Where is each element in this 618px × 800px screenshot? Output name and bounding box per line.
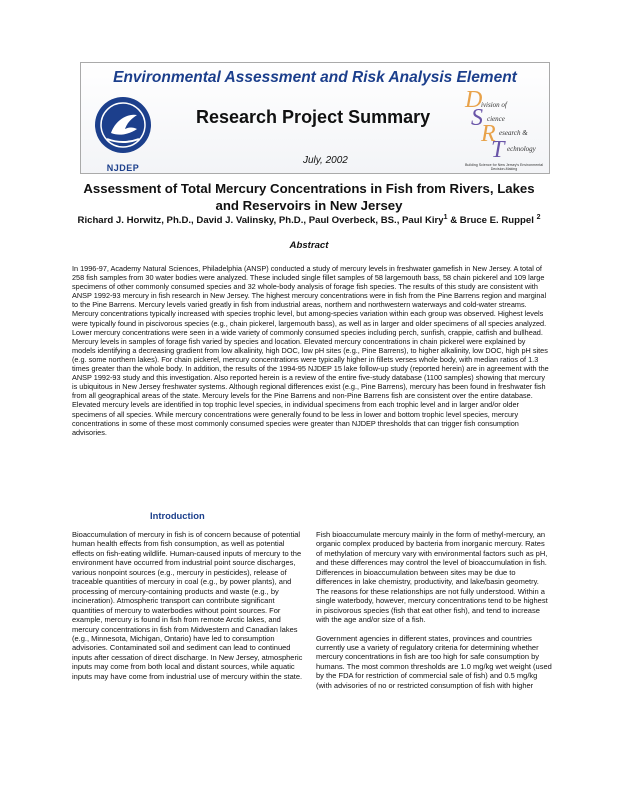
dsrt-letter-s: S [471,105,483,131]
intro-paragraph: Bioaccumulation of mercury in fish is of concern because of potential human health effects from fish consumption, as well as potential effects on fish-eating wildlife. Human-caused inputs of mercury to the environment have occurred from industrial point source discharges, various nonpoint sources (e.g., mercury in pesticides), release of traceable quantities of mercury in coal (e.g., by power plants), and processing of mercury-containing products and waste (e.g., by incineration). Atmospheric transport can contribute significant quantities of mercury to waterbodies without point sources. For example, mercury is found in fish from remote Arctic lakes, and mercury concentrations in fish from Midwestern and Canadian lakes (e.g., Minnesota, Michigan, Ontario) have led to consumption advisories. Contaminated soil and sediment can lead to continued inputs after cessation of direct discharge. In New Jersey, atmospheric inputs may come from both local and distant sources, while aquatic inputs may have come from industrial use of mercury within the state. [72,530,303,681]
header-banner [80,62,550,174]
authors-line [48,214,570,226]
dsrt-word-r: esearch & [499,129,528,137]
dsrt-letter-d: D [465,87,483,113]
author-footnote-1: 1 [443,214,448,221]
document-title-line-2: and Reservoirs in New Jersey [215,198,403,213]
author-footnote-2: 2 [536,214,541,221]
authors-connector: & Bruce E. Ruppel [447,215,537,227]
abstract-heading: Abstract [289,240,329,251]
publication-date: July, 2002 [303,155,348,166]
njdep-seal-icon [93,91,153,167]
dsrt-word-s: cience [487,115,505,123]
intro-paragraph: Fish bioaccumulate mercury mainly in the form of methyl-mercury, an organic complex produced by bacteria from inorganic mercury. Rates of methylation of mercury vary with environmental factors such as pH, and these differences may control the level of bioaccumulation in fish. Differences in bioaccumulation between sites may be due to differences in lake chemistry, productivity, and lake/basin geometry. The reasons for these relationships are not fully understood. Within a single waterbody, however, mercury concentrations tend to be highest in piscivorous species (fish that eat other fish), and tend to increase with the age and/or size of a fish. [316,530,548,625]
dsrt-letter-r: R [481,121,496,147]
dsrt-word-d: ivision of [481,101,507,109]
authors-main: Richard J. Horwitz, Ph.D., David J. Valinsky, Ph.D., Paul Overbeck, BS., Paul Kiry [77,215,444,227]
intro-column-left [72,530,308,690]
dsrt-logo [461,85,547,171]
intro-paragraph: Government agencies in different states, provinces and countries currently use a variety of regulatory criteria for determining whether mercury concentrations in fish are too high for safe consumption by humans. The most common thresholds are 1.0 mg/kg wet weight (used by the FDA for restriction of commercial sale of fish) and 0.5 mg/kg (with advisories of no or restricted consumption of fish with higher [316,633,552,690]
banner-title: Environmental Assessment and Risk Analysis Element [113,69,517,86]
document-title-line-1: Assessment of Total Mercury Concentrations in Fish from Rivers, Lakes [83,181,535,196]
njdep-label: NJDEP [106,163,140,173]
dsrt-caption: Building Science for New Jersey's Environmental Decision-Making [465,163,543,171]
introduction-heading: Introduction [150,510,205,521]
dsrt-logo-icon [461,85,547,161]
page-title: Research Project Summary [196,107,431,127]
abstract-text: In 1996-97, Academy Natural Sciences, Philadelphia (ANSP) conducted a study of mercury levels in freshwater gamefish in New Jersey. A total of 258 fish samples from 30 water bodies were analyzed. These included single fillet samples of 58 largemouth bass, 58 chain pickerel and 109 large specimens of other commonly consumed species and 32 whole-body analysis of forage fish species. The results of this study are consistent with ANSP 1992-93 mercury in fish research in New Jersey. The highest mercury concentrations were in fish from the Pine Barrens region and marginal to the Pine Barrens. Mercury levels varied greatly in fish from industrial areas, northern and northwestern waterways and cold-water streams. Mercury concentrations typically increased with species trophic level, but among-species variation within each group was observed. Highest levels were typically found in piscivorous species (e.g., chain pickerel, largemouth bass), as well as in larger and older specimens of all species analyzed. Lower mercury concentrations were seen in a wide variety of commonly consumed species including perch, sunfish, crappie, catfish and bullhead. Mercury levels in samples of forage fish varied by species and location. Elevated mercury concentrations in chain pickerel were explained by models identifying a decreasing gradient from low alkalinity, high DOC, low pH sites (e.g., Pine Barrens), to higher alkalinity, low DOC, high pH sites (e.g. some northern lakes). For chain pickerel, mercury concentrations were typically higher in fillets verses whole body, with median ratios of 1.3 times greater than the whole body. In addition, the results of the 1994-95 NJDEP 15 lake follow-up study (reported herein) are in agreement with the ANSP 1992-93 study and this investigation. Also reported herein is a review of the entire five-study database (1100 samples) showing that mercury is ubiquitous in New Jersey freshwater systems. Although regional differences exist (e.g., Pine Barrens), mercury has been found in freshwater fish from all geographical areas of the state. Mercury levels for the Pine Barrens and non-Pine Barrens fish are consistent over the entire database. Elevated mercury levels are identified in top trophic level species, in individual specimens from each trophic level and in larger and/or older specimens of all species. While mercury concentrations were generally found to be less in lower and bottom trophic level species, mercury concentrations in some of these most commonly consumed species were greater than NJDEP thresholds that can trigger fish consumption advisories. [72,264,549,437]
document-title [48,180,570,214]
dsrt-letter-t: T [491,137,505,161]
dsrt-word-t: echnology [507,145,536,153]
intro-column-right [316,530,552,699]
